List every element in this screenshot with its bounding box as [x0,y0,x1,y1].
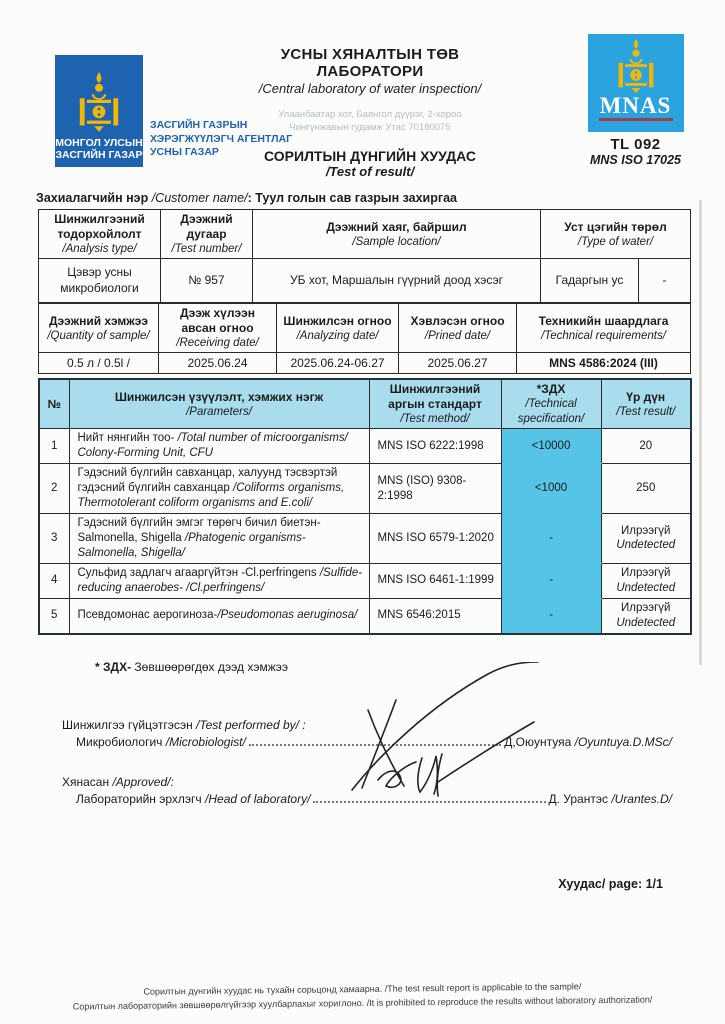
analyzing-date-value: 2025.06.24-06.27 [277,353,399,374]
spec-cell: <1000 [501,464,601,514]
spec-cell: <10000 [501,429,601,464]
row-number: 1 [39,429,69,464]
dotted-leader [249,744,501,746]
mnas-soyombo-icon [614,38,658,96]
test-number-value: № 957 [161,259,253,303]
performed-by-label: Шинжилгээ гүйцэтгэсэн /Test performed by/ : [62,718,306,732]
document-title-mn: СОРИЛТЫН ДҮНГИЙН ХУУДАС [264,147,476,164]
result-cell: 20 [601,429,691,464]
header-technical-requirements: Техникийн шаардлага /Technical requirements/ [517,304,691,353]
zdh-footnote [95,660,288,674]
lab-title-en: /Central laboratory of water inspection/ [258,81,482,96]
agency-line1: ЗАСГИЙН ГАЗРЫН [150,119,248,131]
footnote-text: Зөвшөөрөгдөх дээд хэмжээ [131,660,288,674]
footnote-abbr: * ЗДХ- [95,660,132,674]
spec-cell: - [501,598,601,633]
result-cell: 250 [601,464,691,514]
header-test-number: Дээжний дугаар /Test number/ [161,210,253,259]
performed-by-group [62,718,672,749]
receiving-date-value: 2025.06.24 [159,353,277,374]
mnas-letters: MNAS [599,93,672,118]
footer-line1: Сорилтын дүнгийн хуудас нь тухайн сорьцонд хамаарна. /The test result report is applicable to the sample/ [143,981,582,997]
customer-name-line [36,191,457,205]
performed-by-line [62,735,672,749]
spec-cell: - [501,514,601,564]
table-header-row [39,210,691,259]
lab-address-line1: Улаанбаатар хот, Баянгол дүүрэг, 2-хороо [278,109,462,120]
mnas-logo [588,34,684,132]
table-row [39,353,691,374]
sample-location-value: УБ хот, Маршалын гүүрний доод хэсэг [253,259,541,303]
method-cell: MNS 6546:2015 [369,598,501,633]
printed-date-value: 2025.06.27 [399,353,517,374]
method-cell: MNS ISO 6461-1:1999 [369,563,501,598]
header-test-method: Шинжилгээний аргын стандарт /Test method/ [369,379,501,429]
result-row-5 [39,598,691,633]
lab-title-mn-line2: ЛАБОРАТОРИ [316,63,424,80]
result-row-4 [39,563,691,598]
scan-artifact [699,200,702,665]
result-row-3 [39,514,691,564]
header-test-result: Үр дүн /Test result/ [601,379,691,429]
approved-by-line [62,792,672,806]
parameter-cell: Сульфид задлагч агааргүйтэн -Cl.perfringens /Sulfide-reducing anaerobes- /Cl.perfringens/ [69,563,369,598]
accreditation-number: TL 092 [610,136,661,153]
dotted-leader [313,801,545,803]
result-cell: Илрээгүй Undetected [601,514,691,564]
agency-line3: УСНЫ ГАЗАР [150,146,219,159]
header-parameters: Шинжилсэн үзүүлэлт, хэмжих нэгж /Parameters/ [69,379,369,429]
performed-by-name: Д,Оюунтуяа /Oyuntuya.D.MSc/ [504,735,672,749]
result-row-1 [39,429,691,464]
approved-by-name: Д. Урантэс /Urantes.D/ [548,792,672,806]
results-table [38,378,692,635]
mnas-smallprint [599,118,673,121]
parameter-cell: Псевдомонас аерогиноза-/Pseudomonas aeruginosa/ [69,598,369,633]
result-cell: Илрээгүй Undetected [601,598,691,633]
water-type-extra-value: - [639,259,691,303]
row-number: 2 [39,464,69,514]
customer-label-en: /Customer name/ [151,191,248,205]
header-analyzing-date: Шинжилсэн огноо /Analyzing date/ [277,304,399,353]
method-cell: MNS (ISO) 9308-2:1998 [369,464,501,514]
header-receiving-date: Дээж хүлээн авсан огноо /Receiving date/ [159,304,277,353]
gov-org-name-line2: ЗАСГИЙН ГАЗАР [55,149,143,162]
agency-line2: ХЭРЭГЖҮҮЛЭГЧ АГЕНТЛАГ [150,132,293,145]
quantity-value: 0.5 л / 0.5l / [39,353,159,374]
header-row-number: № [39,379,69,429]
accreditation-block [563,34,708,167]
customer-separator: : [247,191,256,205]
result-row-2 [39,464,691,514]
header-water-type: Уст цэгийн төрөл /Type of water/ [541,210,691,259]
row-number: 3 [39,514,69,564]
water-type-value: Гадаргын ус [541,259,639,303]
table-header-row [39,304,691,353]
row-number: 5 [39,598,69,633]
result-cell: Илрээгүй Undetected [601,563,691,598]
accreditation-standard: MNS ISO 17025 [589,153,681,167]
header-quantity: Дээжний хэмжээ /Quantity of sample/ [39,304,159,353]
document-title-en: /Test of result/ [325,163,415,179]
row-number: 4 [39,563,69,598]
page-number: Хуудас/ page: 1/1 [558,877,663,891]
analysis-type-value: Цэвэр усны микробиологи [39,259,161,303]
method-cell: MNS ISO 6579-1:2020 [369,514,501,564]
customer-value: Туул голын сав газрын захиргаа [255,191,457,205]
table-row [39,259,691,303]
header-titles [200,46,540,179]
technical-requirements-value: MNS 4586:2024 (III) [517,353,691,374]
lab-address [200,109,540,135]
customer-label-mn: Захиалагчийн нэр [36,191,152,205]
header-technical-specification: *ЗДХ /Technical specification/ [501,379,601,429]
sample-info-table [38,209,691,303]
performed-by-role: Микробиологич /Microbiologist/ [76,735,246,749]
dates-table [38,303,691,374]
spec-cell: - [501,563,601,598]
header-sample-location: Дээжний хаяг, байршил /Sample location/ [253,210,541,259]
approved-by-group [62,775,672,806]
signature-block [62,718,672,832]
footer-disclaimer [0,979,725,1015]
soyombo-icon [74,71,124,135]
parameter-cell: Гэдэсний бүлгийн эмгэг төрөгч бичил биетэн- Salmonella, Shigella /Phatogenic organisms- Salmonella, Shigella/ [69,514,369,564]
approved-by-role: Лабораторийн эрхлэгч /Head of laboratory/ [76,792,311,806]
parameter-cell: Нийт нянгийн тоо- /Total number of microorganisms/ Colony-Forming Unit, CFU [69,429,369,464]
header-analysis-type: Шинжилгээний тодорхойлолт /Analysis type/ [39,210,161,259]
lab-title-mn-line1: УСНЫ ХЯНАЛТЫН ТӨВ [280,46,460,63]
table-header-row [39,379,691,429]
gov-org-name-line1: МОНГОЛ УЛСЫН [55,136,143,149]
lab-address-line2: Чингүнжавын гудамж Утас 70180075 [289,121,451,133]
footer-line2: Сорилтын лабораторийн зөвшөөрөлгүйгээр хуулбарлахыг хориглоно. /It is prohibited to reproduce the results without laboratory authorization/ [72,993,653,1012]
parameter-cell: Гэдэсний бүлгийн савханцар, халуунд тэсвэртэй гэдэсний бүлгийн савханцар /Coliforms organisms, Thermotolerant coliform organisms and E.coli/ [69,464,369,514]
approved-by-label: Хянасан /Approved/: [62,775,174,789]
government-logo [55,55,143,167]
method-cell: MNS ISO 6222:1998 [369,429,501,464]
header-printed-date: Хэвлэсэн огноо /Prined date/ [399,304,517,353]
